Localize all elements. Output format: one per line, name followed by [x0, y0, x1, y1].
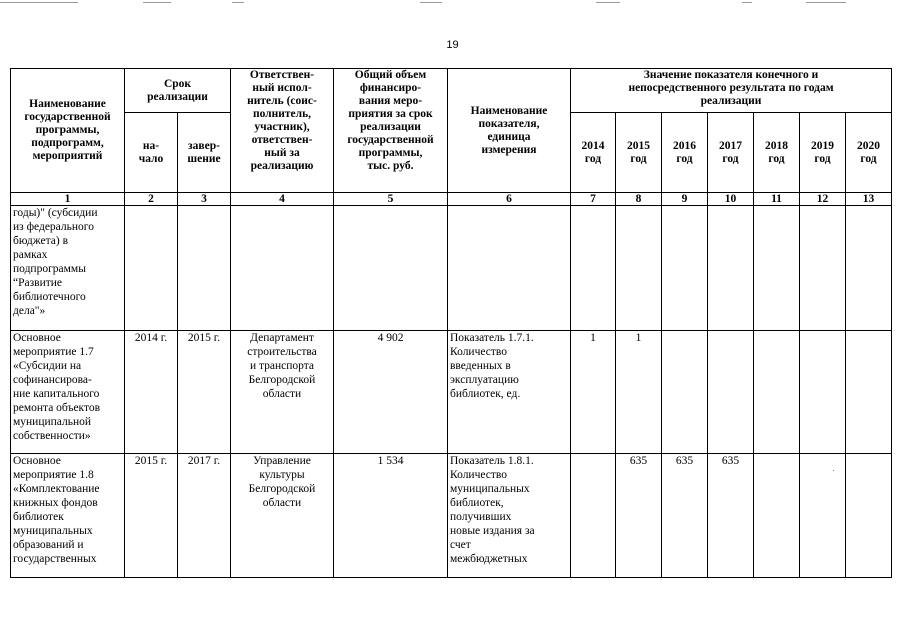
scan-artifact-line — [420, 2, 442, 3]
value-2014 — [571, 454, 616, 578]
value-2020 — [846, 206, 892, 331]
page-number: 19 — [446, 39, 459, 51]
indicator — [448, 206, 571, 331]
value-2014 — [571, 206, 616, 331]
header-year-2018: 2018 год — [754, 113, 800, 193]
indicator: Показатель 1.7.1. Количество введенных в эксплуатацию библиотек, ед. — [448, 331, 571, 454]
column-number: 9 — [662, 193, 708, 206]
value-2015: 1 — [616, 331, 662, 454]
scan-artifact-line — [232, 2, 244, 3]
value-2017 — [708, 331, 754, 454]
header-year-2020: 2020 год — [846, 113, 892, 193]
value-2017 — [708, 206, 754, 331]
column-number: 2 — [125, 193, 178, 206]
header-period: Срок реализации — [125, 69, 231, 113]
value-2018 — [754, 331, 800, 454]
program-activities-table — [10, 68, 892, 578]
value-2019 — [800, 454, 846, 578]
header-program-name: Наименование государственной программы, подпрограмм, мероприятий — [11, 69, 125, 193]
funding-amount — [334, 206, 448, 331]
start-year — [125, 206, 178, 331]
table-row — [11, 206, 892, 331]
end-year: 2017 г. — [178, 454, 231, 578]
column-number: 12 — [800, 193, 846, 206]
scan-artifact-line — [596, 2, 620, 3]
header-period-start: на- чало — [125, 113, 178, 193]
value-2016 — [662, 206, 708, 331]
value-2016: 635 — [662, 454, 708, 578]
funding-amount: 4 902 — [334, 331, 448, 454]
column-number: 1 — [11, 193, 125, 206]
column-number: 8 — [616, 193, 662, 206]
header-period-end: завер- шение — [178, 113, 231, 193]
header-year-2014: 2014 год — [571, 113, 616, 193]
header-funding: Общий объем финансиро- вания меро- приятия за срок реализации государственной программы, тыс. руб. — [334, 69, 448, 193]
value-2015: 635 — [616, 454, 662, 578]
value-2015 — [616, 206, 662, 331]
activity-name: Основное мероприятие 1.8 «Комплектование книжных фондов библиотек муниципальных образований и государственных — [11, 454, 125, 578]
value-2017: 635 — [708, 454, 754, 578]
column-number: 7 — [571, 193, 616, 206]
table-row — [11, 454, 892, 578]
scan-speck — [833, 470, 834, 471]
start-year: 2014 г. — [125, 331, 178, 454]
scan-artifact-line — [0, 2, 78, 3]
scan-artifact-line — [742, 2, 752, 3]
header-executor: Ответствен- ный испол- нитель (соис- полнитель, участник), ответствен- ный за реализацию — [231, 69, 334, 193]
value-2019 — [800, 331, 846, 454]
executor — [231, 206, 334, 331]
column-number: 5 — [334, 193, 448, 206]
value-2018 — [754, 454, 800, 578]
value-2014: 1 — [571, 331, 616, 454]
header-year-2019: 2019 год — [800, 113, 846, 193]
end-year: 2015 г. — [178, 331, 231, 454]
start-year: 2015 г. — [125, 454, 178, 578]
executor: Управление культуры Белгородской области — [231, 454, 334, 578]
value-2020 — [846, 331, 892, 454]
column-number: 10 — [708, 193, 754, 206]
header-year-2017: 2017 год — [708, 113, 754, 193]
value-2019 — [800, 206, 846, 331]
column-number: 6 — [448, 193, 571, 206]
scan-artifact-line — [143, 2, 171, 3]
value-2020 — [846, 454, 892, 578]
column-number: 3 — [178, 193, 231, 206]
value-2018 — [754, 206, 800, 331]
column-number: 13 — [846, 193, 892, 206]
end-year — [178, 206, 231, 331]
header-values-by-year: Значение показателя конечного и непосредственного результата по годам реализации — [571, 69, 892, 113]
table-row — [11, 331, 892, 454]
executor: Департамент строительства и транспорта Белгородской области — [231, 331, 334, 454]
header-year-2015: 2015 год — [616, 113, 662, 193]
funding-amount: 1 534 — [334, 454, 448, 578]
activity-name: годы)" (субсидии из федерального бюджета) в рамках подпрограммы “Развитие библиотечного дела"» — [11, 206, 125, 331]
column-number: 11 — [754, 193, 800, 206]
activity-name: Основное мероприятие 1.7 «Субсидии на софинансирова- ние капитального ремонта объектов муниципальной собственности» — [11, 331, 125, 454]
indicator: Показатель 1.8.1. Количество муниципальных библиотек, получивших новые издания за счет межбюджетных — [448, 454, 571, 578]
value-2016 — [662, 331, 708, 454]
column-number: 4 — [231, 193, 334, 206]
header-indicator: Наименование показателя, единица измерения — [448, 69, 571, 193]
header-year-2016: 2016 год — [662, 113, 708, 193]
scan-artifact-line — [806, 2, 846, 3]
